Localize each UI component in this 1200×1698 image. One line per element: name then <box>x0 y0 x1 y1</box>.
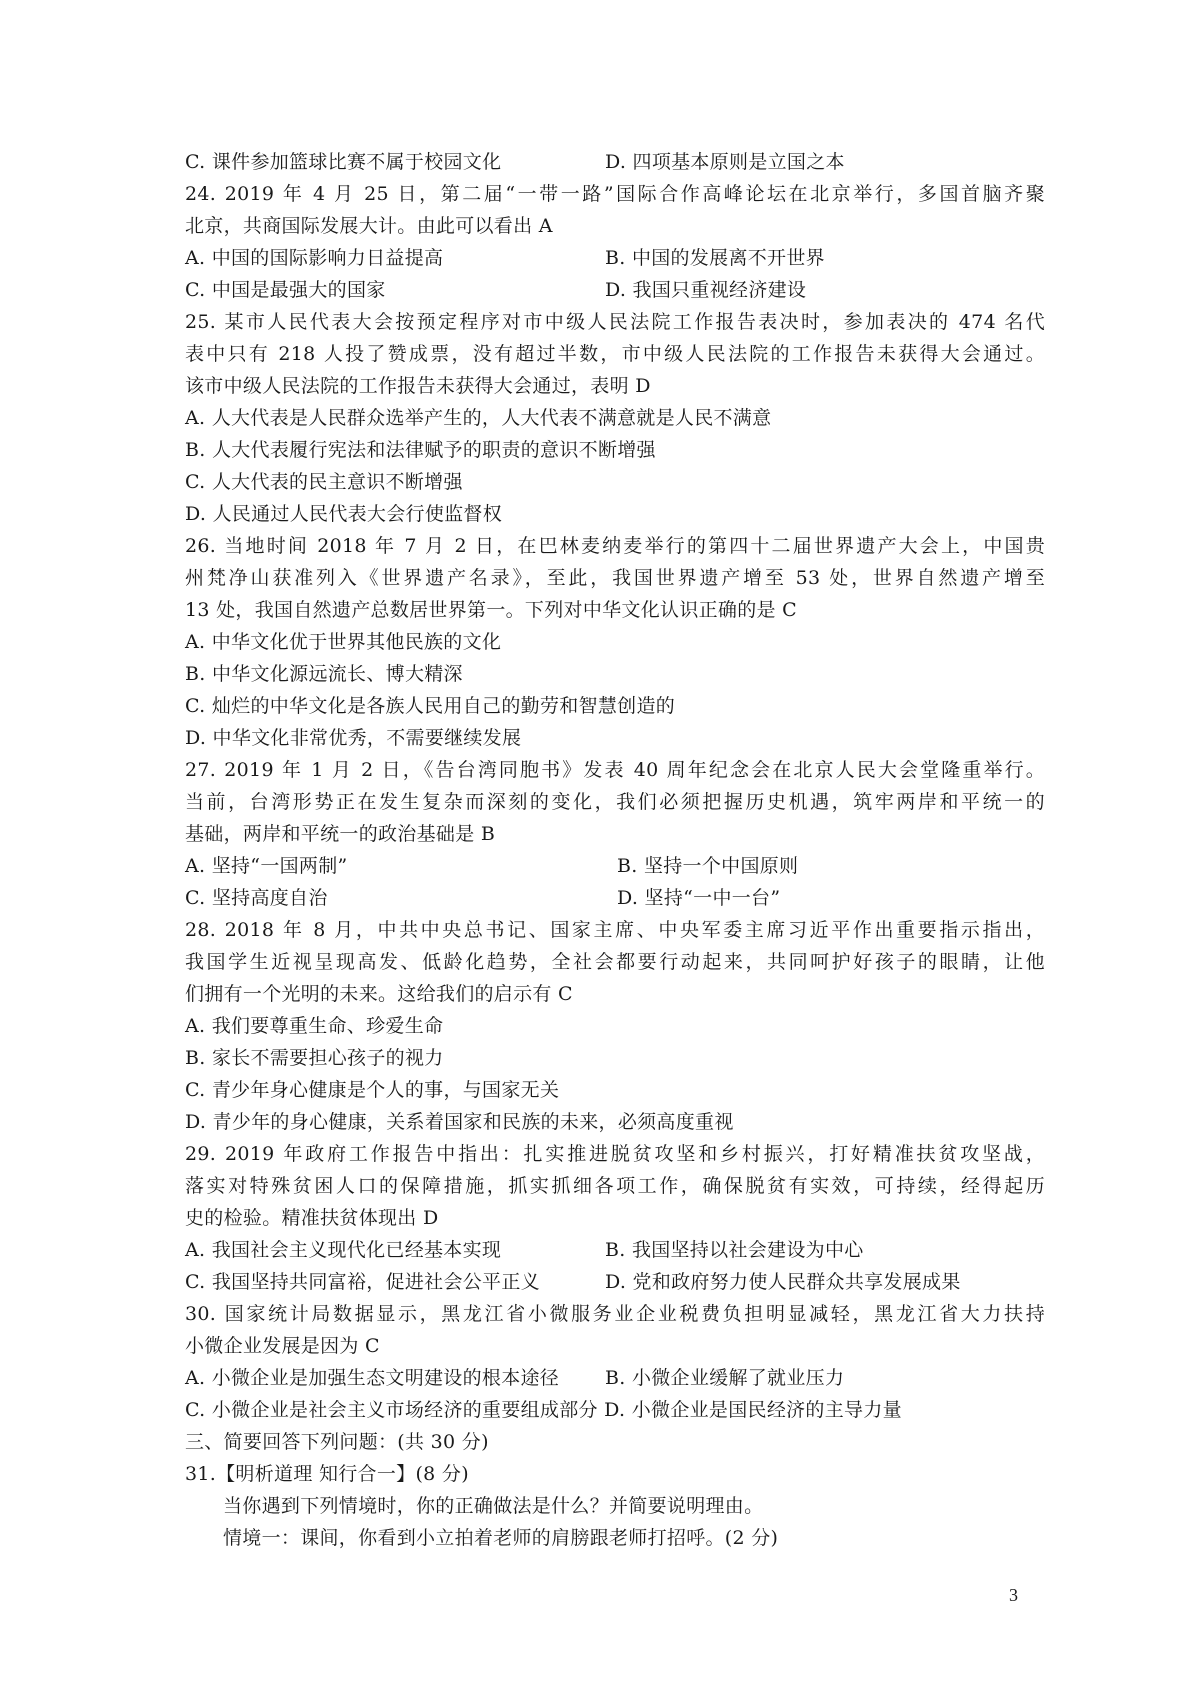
text-line: 29. 2019 年政府工作报告中指出：扎实推进脱贫攻坚和乡村振兴，打好精准扶贫攻坚战， <box>185 1143 1045 1165</box>
option-right: D. 四项基本原则是立国之本 <box>605 151 845 173</box>
option-left: C. 我国坚持共同富裕，促进社会公平正义 <box>185 1271 540 1293</box>
option-row <box>185 242 1045 274</box>
text-line: 13 处，我国自然遗产总数居世界第一。下列对中华文化认识正确的是 C <box>185 599 797 621</box>
text-line: A. 人大代表是人民群众选举产生的，人大代表不满意就是人民不满意 <box>185 407 772 429</box>
text-line: B. 人大代表履行宪法和法律赋予的职责的意识不断增强 <box>185 439 656 461</box>
option-row <box>185 1362 1045 1394</box>
option-left: A. 中国的国际影响力日益提高 <box>185 247 444 269</box>
text-line: 州梵净山获准列入《世界遗产名录》，至此，我国世界遗产增至 53 处，世界自然遗产增至 <box>185 567 1045 589</box>
text-line: 我国学生近视呈现高发、低龄化趋势，全社会都要行动起来，共同呵护好孩子的眼睛，让他 <box>185 951 1045 973</box>
text-line: 落实对特殊贫困人口的保障措施，抓实抓细各项工作，确保脱贫有实效，可持续，经得起历 <box>185 1175 1045 1197</box>
option-left: C. 坚持高度自治 <box>185 887 328 909</box>
option-left: C. 中国是最强大的国家 <box>185 279 386 301</box>
text-line: 基础，两岸和平统一的政治基础是 B <box>185 823 496 845</box>
text-line: C. 人大代表的民主意识不断增强 <box>185 471 463 493</box>
page-number: 3 <box>1009 1585 1018 1605</box>
text-line: 28. 2018 年 8 月，中共中央总书记、国家主席、中央军委主席习近平作出重要指示指出， <box>185 919 1045 941</box>
option-right: D. 坚持“一中一台” <box>617 887 781 909</box>
option-right: B. 小微企业缓解了就业压力 <box>605 1367 845 1389</box>
text-line: 当前，台湾形势正在发生复杂而深刻的变化，我们必须把握历史机遇，筑牢两岸和平统一的 <box>185 791 1045 813</box>
text-line: D. 人民通过人民代表大会行使监督权 <box>185 503 503 525</box>
text-line: 北京，共商国际发展大计。由此可以看出 A <box>185 215 553 237</box>
text-line: 25. 某市人民代表大会按预定程序对市中级人民法院工作报告表决时，参加表决的 474 名代 <box>185 311 1045 333</box>
text-line: 30. 国家统计局数据显示，黑龙江省小微服务业企业税费负担明显减轻，黑龙江省大力扶持 <box>185 1303 1045 1325</box>
text-line: D. 青少年的身心健康，关系着国家和民族的未来，必须高度重视 <box>185 1111 734 1133</box>
option-row <box>185 274 1045 306</box>
option-right: B. 我国坚持以社会建设为中心 <box>605 1239 864 1261</box>
exam-content <box>185 146 1045 1554</box>
option-row <box>185 882 1045 914</box>
option-left: A. 我国社会主义现代化已经基本实现 <box>185 1239 502 1261</box>
text-line: 当你遇到下列情境时，你的正确做法是什么？并简要说明理由。 <box>223 1495 764 1517</box>
text-line: C. 青少年身心健康是个人的事，与国家无关 <box>185 1079 560 1101</box>
text-line: 24. 2019 年 4 月 25 日，第二届“一带一路”国际合作高峰论坛在北京举行，多国首脑齐聚 <box>185 183 1045 205</box>
option-row <box>185 1234 1045 1266</box>
text-line: 史的检验。精准扶贫体现出 D <box>185 1207 439 1229</box>
option-left: C. 课件参加篮球比赛不属于校园文化 <box>185 151 502 173</box>
text-line: A. 中华文化优于世界其他民族的文化 <box>185 631 502 653</box>
option-right: D. 我国只重视经济建设 <box>605 279 807 301</box>
text-line: 该市中级人民法院的工作报告未获得大会通过，表明 D <box>185 375 651 397</box>
option-left: A. 小微企业是加强生态文明建设的根本途径 <box>185 1367 560 1389</box>
text-line: C. 灿烂的中华文化是各族人民用自己的勤劳和智慧创造的 <box>185 695 676 717</box>
text-line: 三、简要回答下列问题：(共 30 分) <box>185 1431 489 1453</box>
text-line: 26. 当地时间 2018 年 7 月 2 日，在巴林麦纳麦举行的第四十二届世界遗产大会上，中国贵 <box>185 535 1045 557</box>
option-row <box>185 146 1045 178</box>
option-right: B. 坚持一个中国原则 <box>617 855 799 877</box>
option-right: D. 党和政府努力使人民群众共享发展成果 <box>605 1271 961 1293</box>
option-left: A. 坚持“一国两制” <box>185 855 348 877</box>
text-line: B. 家长不需要担心孩子的视力 <box>185 1047 444 1069</box>
option-right: B. 中国的发展离不开世界 <box>605 247 825 269</box>
text-line: 们拥有一个光明的未来。这给我们的启示有 C <box>185 983 573 1005</box>
text-line: C. 小微企业是社会主义市场经济的重要组成部分 D. 小微企业是国民经济的主导力量 <box>185 1399 902 1421</box>
text-line: B. 中华文化源远流长、博大精深 <box>185 663 463 685</box>
text-line: 情境一：课间，你看到小立拍着老师的肩膀跟老师打招呼。(2 分) <box>223 1527 779 1549</box>
text-line: 表中只有 218 人投了赞成票，没有超过半数，市中级人民法院的工作报告未获得大会通过。 <box>185 343 1045 365</box>
text-line: 27. 2019 年 1 月 2 日，《告台湾同胞书》发表 40 周年纪念会在北京人民大会堂隆重举行。 <box>185 759 1045 781</box>
text-line: D. 中华文化非常优秀，不需要继续发展 <box>185 727 522 749</box>
text-line: A. 我们要尊重生命、珍爱生命 <box>185 1015 444 1037</box>
option-row <box>185 850 1045 882</box>
option-row <box>185 1266 1045 1298</box>
text-line: 31.【明析道理 知行合一】(8 分) <box>185 1463 469 1485</box>
text-line: 小微企业发展是因为 C <box>185 1335 380 1357</box>
